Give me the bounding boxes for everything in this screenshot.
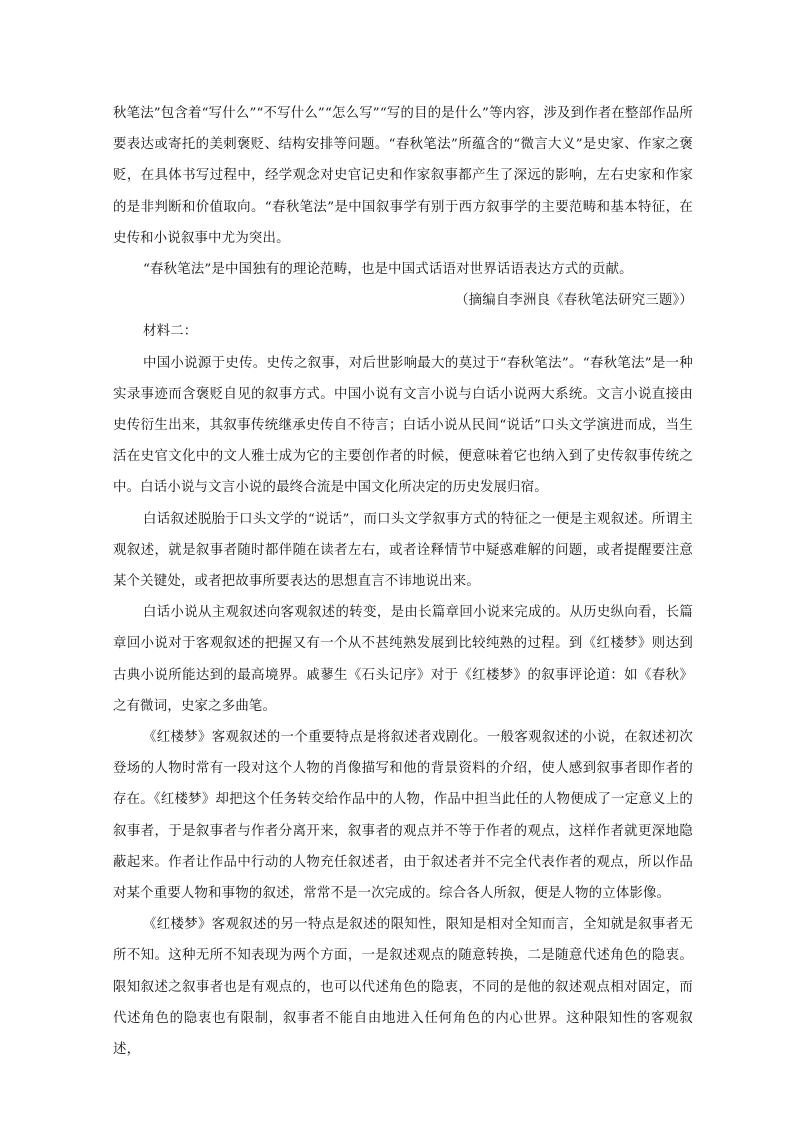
source-citation: （摘编自李洲良《春秋笔法研究三题》） <box>455 293 693 309</box>
paragraph-continuation: 秋笔法”包含着“写什么”“不写什么”“怎么写”“写的目的是什么”等内容，涉及到作者在整部作品所要表达或寄托的美刺褒贬、结构安排等问题。“春秋笔法”所蕴含的“微言大义”是史家、作家之褒贬，在具体书写过程中，经学观念对史官记史和作家叙事都产生了深远的影响，左右史家和作家的是非判断和价值取向。“春秋笔法”是中国叙事学有别于西方叙事学的主要范畴和基本特征，在史传和小说叙事中尤为突出。 <box>113 106 693 246</box>
paragraph-objective-narration: 白话小说从主观叙述向客观叙述的转变，是由长篇章回小说来完成的。从历史纵向看，长篇章回小说对于客观叙述的把握又有一个从不甚纯熟发展到比较纯熟的过程。到《红楼梦》则达到古典小说所能达到的最高境界。戚蓼生《石头记序》对于《红楼梦》的叙事评论道：如《春秋》之有微词，史家之多曲笔。 <box>113 605 693 714</box>
paragraph-subjective-narration: 白话叙述脱胎于口头文学的“说话”，而口头文学叙事方式的特征之一便是主观叙述。所谓主观叙述，就是叙事者随时都伴随在读者左右，或者诠释情节中疑惑难解的问题，或者提醒要注意某个关键处，或者把故事所要表达的思想直言不讳地说出来。 <box>113 511 693 590</box>
paragraph-conclusion: “春秋笔法”是中国独有的理论范畴，也是中国式话语对世界话语表达方式的贡献。 <box>143 262 633 278</box>
paragraph-fiction-origins: 中国小说源于史传。史传之叙事，对后世影响最大的莫过于“春秋笔法”。“春秋笔法”是一种实录事迹而含褒贬自见的叙事方式。中国小说有文言小说与白话小说两大系统。文言小说直接由史传衍生出来，其叙事传统继承史传自不待言；白话小说从民间“说话”口头文学演进而成，当生活在史官文化中的文人雅士成为它的主要创作者的时候，便意味着它也纳入到了史传叙事传统之中。白话小说与文言小说的最终合流是中国文化所决定的历史发展归宿。 <box>113 355 693 496</box>
paragraph-dramatized-narrator: 《红楼梦》客观叙述的一个重要特点是将叙述者戏剧化。一般客观叙述的小说，在叙述初次登场的人物时常有一段对这个人物的肖像描写和他的背景资料的介绍，使人感到叙事者即作者的存在。《红楼梦》却把这个任务转交给作品中的人物，作品中担当此任的人物便成了一定意义上的叙事者，于是叙事者与作者分离开来，叙事者的观点并不等于作者的观点，这样作者就更深地隐蔽起来。作者让作品中行动的人物充任叙述者，由于叙述者并不完全代表作者的观点，所以作品对某个重要人物和事物的叙述，常常不是一次完成的。综合各人所叙，便是人物的立体影像。 <box>113 730 693 902</box>
document-body <box>113 98 693 1065</box>
section-heading-material-two: 材料二： <box>143 324 198 340</box>
paragraph-limited-narration: 《红楼梦》客观叙述的另一特点是叙述的限知性，限知是相对全知而言，全知就是叙事者无所不知。这种无所不知表现为两个方面，一是叙述观点的随意转换，二是随意代述角色的隐衷。限知叙述之叙事者也是有观点的，也可以代述角色的隐衷，不同的是他的叙述观点相对固定，而代述角色的隐衷也有限制，叙事者不能自由地进入任何角色的内心世界。这种限知性的客观叙述， <box>113 917 693 1058</box>
